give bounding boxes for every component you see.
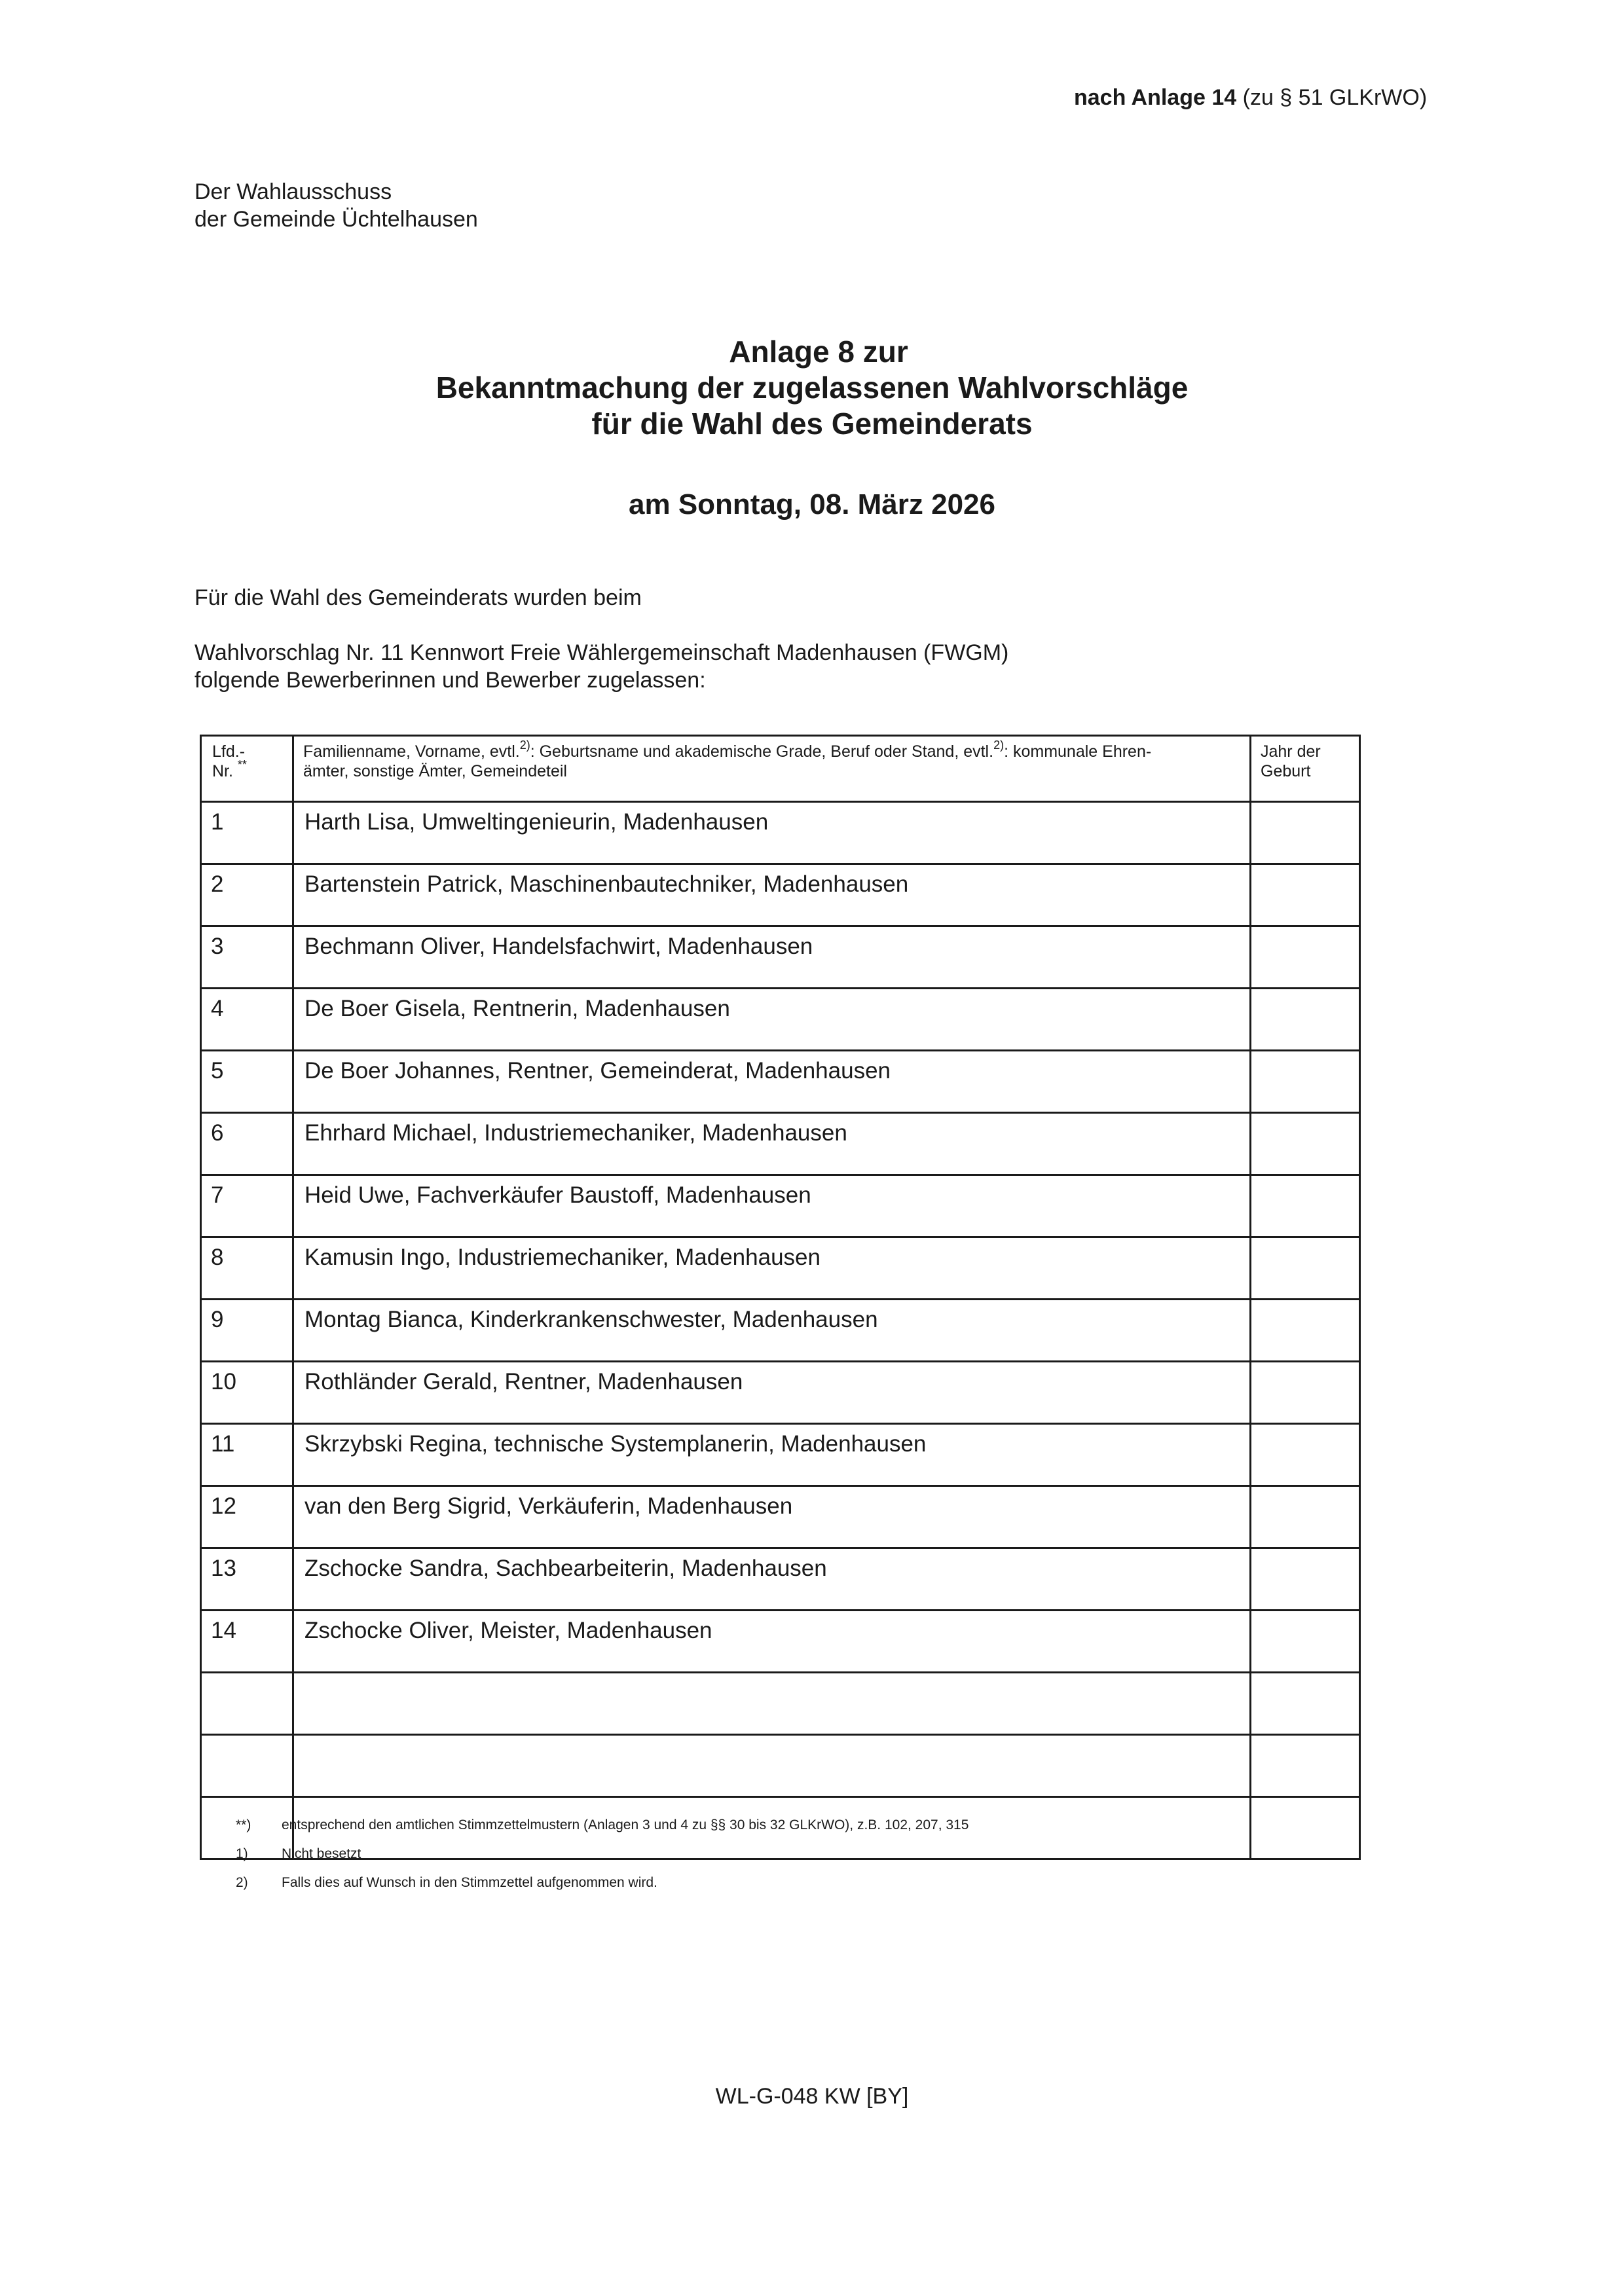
candidate-birth-year [1251,1486,1360,1548]
candidate-number: 12 [201,1486,293,1548]
candidate-number: 14 [201,1611,293,1673]
candidate-name: Zschocke Sandra, Sachbearbeiterin, Madenhausen [293,1548,1251,1611]
table-row [201,1113,1360,1175]
candidate-number [201,1673,293,1735]
candidate-birth-year [1251,1424,1360,1486]
header-name: Familienname, Vorname, evtl.$^{2)}$: Geburtsname und akademische Grade, Beruf oder Stand, evtl.$^{2)}$: kommunale Ehren- ämter, sonstige Ämter, Gemeindeteil [293,736,1251,802]
header-birth-year: Jahr der Geburt [1251,736,1360,802]
table-row [201,1735,1360,1797]
candidate-number [201,1735,293,1797]
table-row [201,1486,1360,1548]
candidate-name: Zschocke Oliver, Meister, Madenhausen [293,1611,1251,1673]
document-title [0,334,1624,442]
candidate-name: Bechmann Oliver, Handelsfachwirt, Madenhausen [293,926,1251,989]
footnote: **) entsprechend den amtlichen Stimmzettelmustern (Anlagen 3 und 4 zu §§ 30 bis 32 GLKrWO), z.B. 102, 207, 315 [236,1817,969,1832]
title-line-2: Bekanntmachung der zugelassenen Wahlvorschläge [435,371,1189,405]
table-row [201,1300,1360,1362]
candidate-number: 8 [201,1237,293,1300]
candidate-number: 5 [201,1051,293,1113]
table-row [201,926,1360,989]
candidate-number: 3 [201,926,293,989]
candidate-name: Bartenstein Patrick, Maschinenbautechniker, Madenhausen [293,864,1251,926]
intro-line-1: Für die Wahl des Gemeinderats wurden beim [194,585,642,610]
table-row [201,1237,1360,1300]
candidate-number: 4 [201,989,293,1051]
table-row [201,989,1360,1051]
candidate-number: 1 [201,802,293,864]
candidate-name [293,1673,1251,1735]
table-header-row [201,736,1360,802]
table-row [201,1611,1360,1673]
committee-line-1: Der Wahlausschuss [194,179,392,204]
table-row [201,1362,1360,1424]
candidate-birth-year [1251,926,1360,989]
table-row [201,802,1360,864]
candidate-birth-year [1251,802,1360,864]
candidate-number: 13 [201,1548,293,1611]
candidate-name [293,1735,1251,1797]
candidate-birth-year [1251,1548,1360,1611]
candidate-birth-year [1251,1175,1360,1237]
candidate-name: Harth Lisa, Umweltingenieurin, Madenhausen [293,802,1251,864]
intro-line-2: Wahlvorschlag Nr. 11 Kennwort Freie Wählergemeinschaft Madenhausen (FWGM) [194,640,1009,665]
candidate-birth-year [1251,989,1360,1051]
candidate-number: 11 [201,1424,293,1486]
candidate-birth-year [1251,1300,1360,1362]
candidate-name: De Boer Johannes, Rentner, Gemeinderat, Madenhausen [293,1051,1251,1113]
footnote-ref-double-asterisk: ** [237,758,247,771]
intro-line-3: folgende Bewerberinnen und Bewerber zugelassen: [194,668,706,693]
candidate-rows [201,802,1360,1859]
committee-line-2: der Gemeinde Üchtelhausen [194,207,478,232]
form-id: WL-G-048 KW [BY] [715,2084,909,2109]
candidates-table [200,735,1361,1860]
candidate-number: 6 [201,1113,293,1175]
legal-reference-annex: nach Anlage 14 [1074,85,1237,110]
candidate-birth-year [1251,1113,1360,1175]
table-row [201,1548,1360,1611]
candidate-birth-year [1251,1611,1360,1673]
legal-reference-paragraph: (zu § 51 GLKrWO) [1242,85,1428,110]
candidate-number: 7 [201,1175,293,1237]
candidate-number: 10 [201,1362,293,1424]
candidate-name: van den Berg Sigrid, Verkäuferin, Madenhausen [293,1486,1251,1548]
candidate-birth-year [1251,1237,1360,1300]
table-row [201,864,1360,926]
candidate-birth-year [1251,1797,1360,1859]
intro-block [194,639,1008,694]
candidate-birth-year [1251,1362,1360,1424]
candidate-birth-year [1251,864,1360,926]
table-row [201,1673,1360,1735]
table-row [201,1424,1360,1486]
footnote-ref-2: 2) [993,738,1005,752]
candidate-name: Ehrhard Michael, Industriemechaniker, Madenhausen [293,1113,1251,1175]
table-row [201,1175,1360,1237]
candidate-name: Skrzybski Regina, technische Systemplanerin, Madenhausen [293,1424,1251,1486]
title-line-1: Anlage 8 zur [729,335,908,369]
candidate-number: 2 [201,864,293,926]
footnote-ref-2: 2) [519,738,530,752]
candidate-name: Montag Bianca, Kinderkrankenschwester, Madenhausen [293,1300,1251,1362]
title-line-3: für die Wahl des Gemeinderats [591,407,1033,441]
footnote: 2) Falls dies auf Wunsch in den Stimmzettel aufgenommen wird. [236,1875,657,1890]
candidate-birth-year [1251,1051,1360,1113]
candidate-name: De Boer Gisela, Rentnerin, Madenhausen [293,989,1251,1051]
candidate-name: Kamusin Ingo, Industriemechaniker, Madenhausen [293,1237,1251,1300]
table-row [201,1051,1360,1113]
election-date: am Sonntag, 08. März 2026 [629,488,995,520]
candidate-birth-year [1251,1735,1360,1797]
footnote: 1) Nicht besetzt [236,1846,361,1861]
legal-reference [1074,85,1427,111]
candidate-name: Heid Uwe, Fachverkäufer Baustoff, Madenhausen [293,1175,1251,1237]
candidate-number: 9 [201,1300,293,1362]
candidate-name: Rothländer Gerald, Rentner, Madenhausen [293,1362,1251,1424]
issuing-committee [194,178,478,233]
header-number: Lfd.- Nr. ** [201,736,293,802]
candidate-birth-year [1251,1673,1360,1735]
footnotes [236,1817,969,1904]
